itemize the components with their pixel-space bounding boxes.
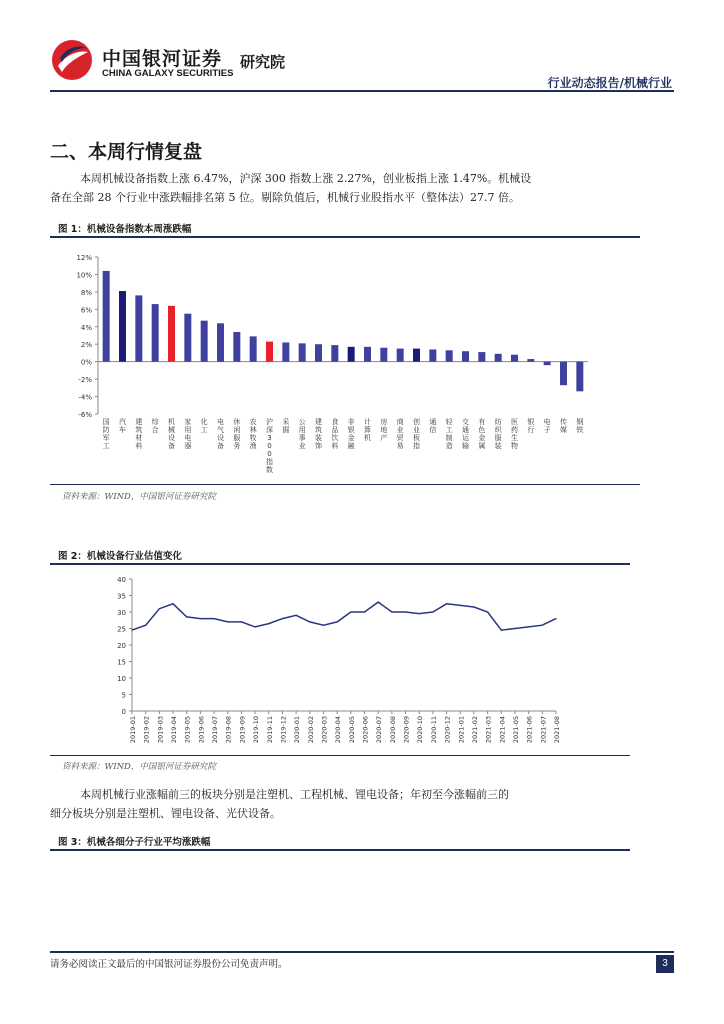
data-point xyxy=(378,602,379,603)
logo-english-name: CHINA GALAXY SECURITIES xyxy=(102,68,234,79)
bar xyxy=(315,344,322,361)
y-tick-label: -6% xyxy=(78,411,92,419)
data-point xyxy=(159,608,160,609)
data-point xyxy=(213,618,214,619)
y-tick-label: 30 xyxy=(117,609,126,617)
x-tick-label: 2020-07 xyxy=(375,716,384,744)
footer-disclaimer: 请务必阅读正文最后的中国银河证券股份公司免责声明。 xyxy=(50,959,288,970)
data-point xyxy=(296,615,297,616)
x-category-label: 计算机 xyxy=(364,418,371,442)
x-category-label: 钢铁 xyxy=(576,418,584,434)
data-point xyxy=(323,625,324,626)
x-tick-label: 2019-11 xyxy=(265,716,274,744)
data-point xyxy=(514,628,515,629)
bar xyxy=(364,347,371,362)
y-tick-label: 15 xyxy=(117,658,126,667)
paragraph-line: 备在全部 28 个行业中涨跌幅排名第 5 位。剔除负值后，机械行业股指水平（整体法）27.7 倍。 xyxy=(50,191,520,204)
x-category-label: 休闲服务 xyxy=(233,418,241,450)
figure-2-title: 图 2：机械设备行业估值变化 xyxy=(58,551,182,562)
bar xyxy=(282,342,289,361)
y-tick-label: 0% xyxy=(80,358,92,367)
paragraph-line: 本周机械行业涨幅前三的板块分别是注塑机、工程机械、锂电设备；年初至今涨幅前三的 xyxy=(80,788,509,801)
data-point xyxy=(391,611,392,612)
x-tick-label: 2020-02 xyxy=(306,716,315,744)
figure-2-bottom-rule xyxy=(50,755,630,756)
data-point xyxy=(241,621,242,622)
bar xyxy=(348,347,355,362)
data-point xyxy=(446,603,447,604)
x-tick-label: 2019-03 xyxy=(156,716,165,744)
data-point xyxy=(350,611,351,612)
figure-1-bar-chart xyxy=(50,240,640,480)
data-point xyxy=(473,606,474,607)
x-tick-label: 2020-10 xyxy=(416,716,425,744)
x-tick-label: 2021-07 xyxy=(539,716,548,744)
logo-chinese-name: 中国银河证券 xyxy=(102,48,223,70)
y-tick-label: -4% xyxy=(78,393,92,402)
data-point xyxy=(268,623,269,624)
x-category-label: 食品饮料 xyxy=(331,418,339,450)
y-tick-label: 10% xyxy=(76,271,92,280)
figure-1-source: 资料来源：WIND，中国银河证券研究院 xyxy=(62,492,216,502)
figure-2-top-rule xyxy=(50,563,630,565)
x-category-label: 电气设备 xyxy=(217,418,224,450)
bar xyxy=(560,362,567,386)
x-tick-label: 2019-10 xyxy=(252,716,261,744)
x-category-label: 化工 xyxy=(200,418,208,434)
report-type: 行业动态报告/机械行业 xyxy=(547,76,672,90)
x-category-label: 国防军工 xyxy=(102,418,110,450)
x-category-label: 交通运输 xyxy=(462,418,469,450)
y-tick-label: 12% xyxy=(76,254,92,262)
bar xyxy=(446,350,453,361)
company-logo xyxy=(50,38,94,82)
x-tick-label: 2020-05 xyxy=(347,716,356,744)
x-category-label: 电子 xyxy=(543,418,551,434)
y-tick-label: 20 xyxy=(117,642,126,650)
bar xyxy=(250,336,257,361)
x-category-label: 创业板指 xyxy=(413,418,420,450)
data-point xyxy=(528,626,529,627)
bar xyxy=(380,348,387,362)
data-point xyxy=(501,630,502,631)
data-point xyxy=(131,630,132,631)
x-category-label: 非银金融 xyxy=(347,418,355,450)
data-point xyxy=(309,621,310,622)
data-point xyxy=(364,611,365,612)
paragraph-line: 本周机械设备指数上涨 6.47%，沪深 300 指数上涨 2.27%，创业板指上涨 1.47%。机械设 xyxy=(80,172,532,185)
bar xyxy=(511,355,518,362)
x-tick-label: 2019-12 xyxy=(279,716,288,744)
x-category-label: 房地产 xyxy=(380,418,388,442)
x-tick-label: 2019-02 xyxy=(142,716,151,744)
section-title: 二、本周行情复盘 xyxy=(50,141,203,163)
x-category-label: 建筑装饰 xyxy=(315,418,322,450)
x-category-label: 汽车 xyxy=(119,418,126,434)
bar xyxy=(397,349,404,362)
data-point xyxy=(227,621,228,622)
x-tick-label: 2021-02 xyxy=(470,716,479,744)
x-tick-label: 2021-04 xyxy=(498,716,507,744)
pe-series-line xyxy=(132,602,556,630)
x-tick-label: 2020-08 xyxy=(388,716,397,744)
x-tick-label: 2020-12 xyxy=(443,716,452,744)
y-tick-label: 40 xyxy=(117,576,126,584)
galaxy-logo-icon xyxy=(50,38,94,82)
bar xyxy=(152,304,159,362)
data-point xyxy=(542,625,543,626)
y-tick-label: 25 xyxy=(117,625,126,634)
bar xyxy=(429,349,436,361)
x-tick-label: 2020-09 xyxy=(402,716,411,744)
bar xyxy=(168,306,175,362)
x-tick-label: 2020-03 xyxy=(320,716,329,744)
data-point xyxy=(145,625,146,626)
bar xyxy=(266,342,273,362)
y-tick-label: 6% xyxy=(80,306,92,315)
data-point xyxy=(337,621,338,622)
bar xyxy=(495,354,502,362)
data-point xyxy=(200,618,201,619)
figure-1-bottom-rule xyxy=(50,484,640,485)
data-point xyxy=(432,611,433,612)
y-tick-label: 0 xyxy=(121,708,126,716)
page-number: 3 xyxy=(656,955,674,973)
bar xyxy=(217,323,224,361)
header-rule xyxy=(50,90,674,92)
footer-rule xyxy=(50,951,674,953)
x-tick-label: 2019-01 xyxy=(129,716,137,744)
figure-3-title: 图 3：机械各细分子行业平均涨跌幅 xyxy=(58,837,211,848)
x-tick-label: 2020-11 xyxy=(429,716,438,744)
x-category-label: 有色金属 xyxy=(478,418,486,450)
x-category-label: 通信 xyxy=(429,418,437,434)
x-category-label: 纺织服装 xyxy=(494,418,502,450)
x-tick-label: 2019-06 xyxy=(197,716,206,744)
figure-1-title: 图 1：机械设备指数本周涨跌幅 xyxy=(58,224,192,235)
data-point xyxy=(186,616,187,617)
y-tick-label: 35 xyxy=(117,592,126,601)
bar xyxy=(299,343,306,361)
x-category-label: 传媒 xyxy=(560,418,567,434)
x-tick-label: 2019-04 xyxy=(170,716,179,744)
x-category-label: 综合 xyxy=(151,418,159,434)
paragraph-line: 细分板块分别是注塑机、锂电设备、光伏设备。 xyxy=(50,807,281,820)
figure-2-source: 资料来源：WIND，中国银河证券研究院 xyxy=(62,762,216,772)
x-category-label: 轻工制造 xyxy=(445,418,453,450)
x-category-label: 采掘 xyxy=(282,418,290,434)
data-point xyxy=(254,626,255,627)
data-point xyxy=(487,611,488,612)
x-category-label: 公用事业 xyxy=(298,418,306,450)
data-point xyxy=(460,605,461,606)
bar xyxy=(413,349,420,362)
y-tick-label: 5 xyxy=(121,691,126,700)
bar xyxy=(544,362,551,365)
data-point xyxy=(419,613,420,614)
x-tick-label: 2021-06 xyxy=(525,716,534,744)
figure-3-top-rule xyxy=(50,849,630,851)
bar xyxy=(576,362,583,392)
y-tick-label: 2% xyxy=(80,341,92,350)
bar xyxy=(103,271,110,362)
bar xyxy=(331,345,338,362)
bar xyxy=(201,321,208,362)
bar xyxy=(184,314,191,362)
logo-institute: 研究院 xyxy=(240,53,286,71)
x-category-label: 沪深 3 0 0 指数 xyxy=(266,418,273,474)
x-tick-label: 2019-08 xyxy=(224,716,233,744)
x-tick-label: 2019-09 xyxy=(238,716,247,744)
x-tick-label: 2021-03 xyxy=(484,716,493,744)
figure-2-line-chart xyxy=(50,568,630,754)
bar xyxy=(462,351,469,361)
x-category-label: 银行 xyxy=(527,418,535,434)
x-tick-label: 2020-01 xyxy=(293,716,302,744)
x-tick-label: 2020-04 xyxy=(334,716,343,744)
y-tick-label: 10 xyxy=(117,675,126,683)
x-tick-label: 2021-05 xyxy=(511,716,520,744)
figure-1-top-rule xyxy=(50,236,640,238)
x-category-label: 农林牧渔 xyxy=(249,418,257,450)
x-category-label: 建筑材料 xyxy=(135,418,143,450)
x-category-label: 医药生物 xyxy=(511,418,518,450)
data-point xyxy=(555,618,556,619)
data-point xyxy=(282,618,283,619)
y-tick-label: 4% xyxy=(80,323,92,332)
y-tick-label: 8% xyxy=(80,288,92,297)
x-tick-label: 2019-05 xyxy=(183,716,192,744)
x-tick-label: 2020-06 xyxy=(361,716,370,744)
bar xyxy=(135,295,142,361)
y-tick-label: -2% xyxy=(78,376,92,385)
x-category-label: 家用电器 xyxy=(184,418,192,450)
x-tick-label: 2019-07 xyxy=(211,716,220,744)
bar xyxy=(119,291,126,362)
data-point xyxy=(405,611,406,612)
x-category-label: 机械设备 xyxy=(168,418,175,450)
x-tick-label: 2021-01 xyxy=(457,716,466,744)
x-tick-label: 2021-08 xyxy=(553,716,561,744)
x-category-label: 商业贸易 xyxy=(396,418,404,450)
bar xyxy=(527,359,534,362)
bar xyxy=(233,332,240,362)
bar xyxy=(478,352,485,362)
data-point xyxy=(172,603,173,604)
